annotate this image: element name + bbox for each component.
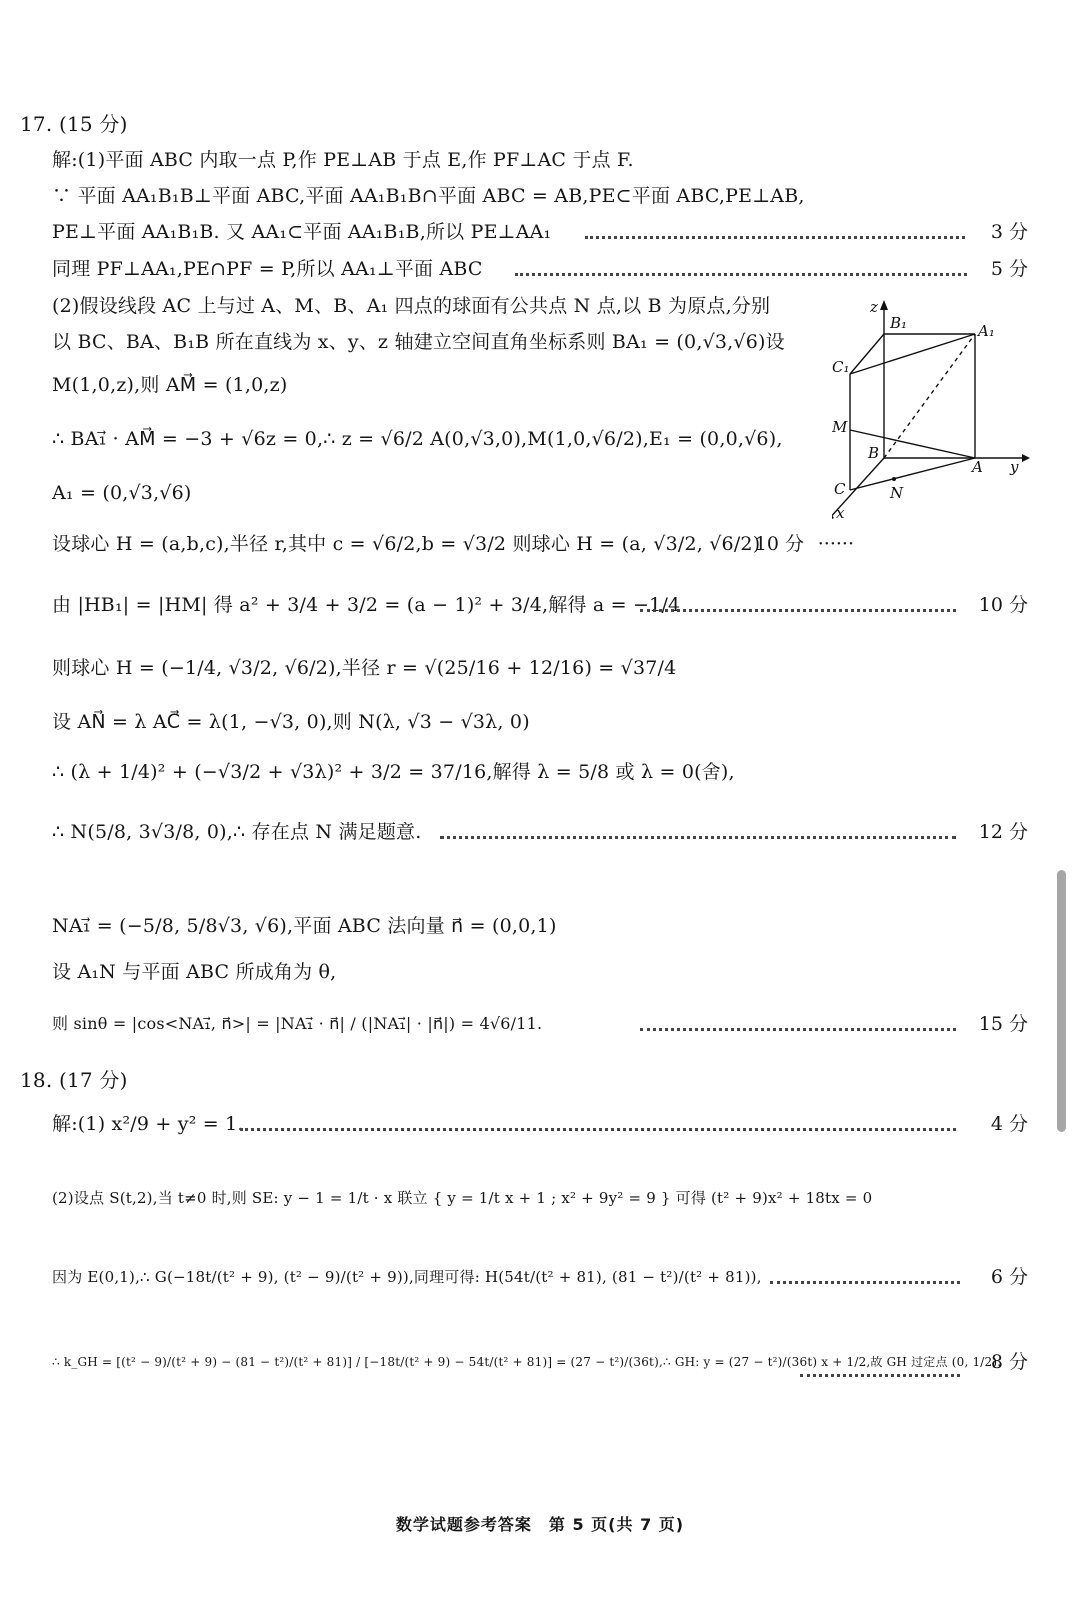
solution-line: 因为 E(0,1),∴ G(−18t/(t² + 9), (t² − 9)/(t² + 9)),同理可得: H(54t/(t² + 81), (81 − t²)/(t² + 81)), — [52, 1268, 762, 1286]
figure-label: B — [868, 444, 880, 462]
solution-line: ∴ N(5/8, 3√3/8, 0),∴ 存在点 N 满足题意. — [52, 821, 422, 843]
leader-dots — [515, 273, 967, 276]
page-footer: 数学试题参考答案 第 5 页(共 7 页) — [395, 1515, 685, 1534]
figure-label: C₁ — [832, 358, 850, 376]
question-17-header: 17. (15 分) — [20, 112, 128, 136]
solution-line: 设球心 H = (a,b,c),半径 r,其中 c = √6/2,b = √3/2 则球心 H = (a, √3/2, √6/2) — [52, 533, 761, 555]
prism-figure — [832, 298, 1032, 528]
solution-line: 由 |HB₁| = |HM| 得 a² + 3/4 + 3/2 = (a − 1)² + 3/4,解得 a = −1/4 — [52, 594, 681, 616]
solution-line: M(1,0,z),则 AM⃗ = (1,0,z) — [52, 374, 288, 396]
solution-line: ∴ k_GH = [(t² − 9)/(t² + 9) − (81 − t²)/(t² + 81)] / [−18t/(t² + 9) − 54t/(t² + 81)] = (27 − t²)/(36t),∴ GH: y = (27 − t²)/(36t) x + 1/2,故 GH 过定点 (0, 1/2). — [52, 1355, 1002, 1369]
solution-line: 设 A₁N 与平面 ABC 所成角为 θ, — [52, 961, 337, 983]
score-mark: 10 分 — [754, 533, 804, 555]
leader-dots — [585, 236, 965, 239]
score-mark: 10 分 — [978, 594, 1028, 616]
solution-line: 设 AN⃗ = λ AC⃗ = λ(1, −√3, 0),则 N(λ, √3 − √3λ, 0) — [52, 711, 530, 733]
solution-line: ∵ 平面 AA₁B₁B⊥平面 ABC,平面 AA₁B₁B∩平面 ABC = AB,PE⊂平面 ABC,PE⊥AB, — [52, 185, 805, 207]
score-mark: 6 分 — [990, 1266, 1028, 1288]
leader-dots — [640, 609, 956, 612]
score-mark: 4 分 — [990, 1113, 1028, 1135]
solution-line: 则球心 H = (−1/4, √3/2, √6/2),半径 r = √(25/16 + 12/16) = √37/4 — [52, 657, 677, 679]
solution-line: 以 BC、BA、B₁B 所在直线为 x、y、z 轴建立空间直角坐标系则 BA₁ = (0,√3,√6)设 — [52, 331, 785, 353]
question-18-header: 18. (17 分) — [20, 1068, 128, 1092]
figure-label: C — [834, 480, 846, 498]
solution-line: 解:(1) x²/9 + y² = 1. — [52, 1113, 244, 1135]
solution-line: 解:(1)平面 ABC 内取一点 P,作 PE⊥AB 于点 E,作 PF⊥AC 于点 F. — [52, 149, 634, 171]
score-mark: 3 分 — [990, 221, 1028, 243]
score-mark: 5 分 — [990, 258, 1028, 280]
figure-label: x — [836, 504, 845, 522]
leader-dots-short: ······ — [817, 533, 854, 555]
solution-line: NA₁⃗ = (−5/8, 5/8√3, √6),平面 ABC 法向量 n⃗ = (0,0,1) — [52, 915, 557, 937]
solution-line: (2)设点 S(t,2),当 t≠0 时,则 SE: y − 1 = 1/t · x 联立 { y = 1/t x + 1 ; x² + 9y² = 9 } 可得 (t² + 9)x² + 18tx = 0 — [52, 1189, 873, 1207]
solution-line: A₁ = (0,√3,√6) — [52, 482, 192, 504]
score-mark: 12 分 — [978, 821, 1028, 843]
solution-line: 则 sinθ = |cos<NA₁⃗, n⃗>| = |NA₁⃗ · n⃗| / (|NA₁⃗| · |n⃗|) = 4√6/11. — [52, 1014, 543, 1033]
figure-label: y — [1010, 458, 1019, 476]
solution-line: (2)假设线段 AC 上与过 A、M、B、A₁ 四点的球面有公共点 N 点,以 B 为原点,分别 — [52, 295, 771, 317]
score-mark: 15 分 — [978, 1013, 1028, 1035]
solution-line: PE⊥平面 AA₁B₁B. 又 AA₁⊂平面 AA₁B₁B,所以 PE⊥AA₁ — [52, 221, 552, 243]
solution-line: ∴ BA₁⃗ · AM⃗ = −3 + √6z = 0,∴ z = √6/2 A(0,√3,0),M(1,0,√6/2),E₁ = (0,0,√6), — [52, 428, 783, 450]
figure-label: N — [890, 484, 904, 502]
leader-dots — [240, 1128, 956, 1131]
vertical-scrollbar-thumb[interactable] — [1057, 870, 1066, 1132]
solution-line: 同理 PF⊥AA₁,PE∩PF = P,所以 AA₁⊥平面 ABC — [52, 258, 483, 280]
score-mark: 8 分 — [990, 1351, 1028, 1373]
figure-label: z — [870, 298, 878, 316]
solution-line: ∴ (λ + 1/4)² + (−√3/2 + √3λ)² + 3/2 = 37/16,解得 λ = 5/8 或 λ = 0(舍), — [52, 761, 735, 783]
point-n — [892, 477, 896, 481]
figure-label: A — [972, 458, 983, 476]
leader-dots — [440, 836, 956, 839]
figure-label: M — [832, 418, 848, 436]
figure-label: A₁ — [978, 322, 995, 340]
figure-label: B₁ — [890, 314, 908, 332]
leader-dots — [770, 1281, 960, 1284]
leader-dots — [800, 1374, 960, 1377]
leader-dots — [640, 1028, 956, 1031]
